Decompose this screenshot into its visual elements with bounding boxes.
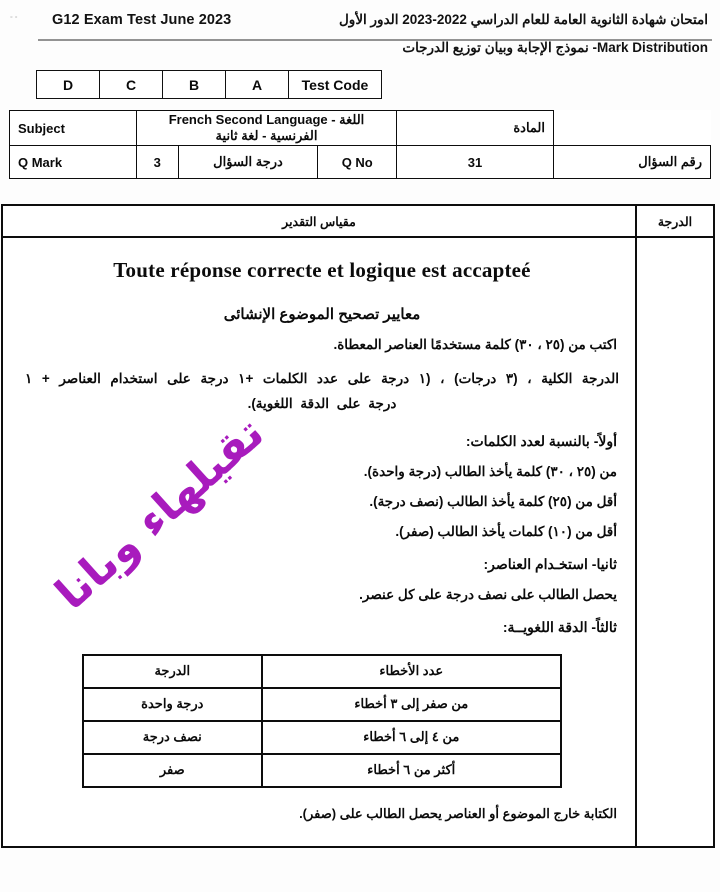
test-code-option-d: D (37, 71, 100, 99)
qmark-value: 3 (137, 146, 179, 179)
test-code-option-c: C (100, 71, 163, 99)
test-code-label: Test Code (289, 71, 382, 99)
subject-info-table (9, 110, 711, 179)
subject-label-ar: المادة (397, 111, 554, 146)
qno-label-ar: رقم السؤال (554, 146, 711, 179)
table-row (10, 146, 711, 179)
errors-range-3: أكثر من ٦ أخطاء (262, 754, 561, 787)
subject-value: French Second Language - اللغة الفرنسية - لغة ثانية (137, 111, 397, 146)
subject-label-en: Subject (10, 111, 137, 146)
table-row (83, 721, 561, 754)
errors-count-header: عدد الأخطاء (262, 655, 561, 688)
section-one-heading: أولاً- بالنسبة لعدد الكلمات: (465, 432, 617, 449)
criteria-content (11, 240, 633, 844)
test-code-option-b: B (163, 71, 226, 99)
scale-column-header: مقياس التقدير (282, 214, 356, 229)
total-mark-breakdown: الدرجة الكلية ، (٣ درجات) ، (١ درجة على عدد الكلمات +١ درجة على استخدام العناصر + ١ درجة على الدقة اللغوية). (25, 371, 619, 411)
qno-label-en: Q No (318, 146, 397, 179)
watermark-text: تقيلهاء وبانا (45, 407, 274, 620)
mark-distribution-subtitle: Mark Distribution- نموذج الإجابة وبيان توزيع الدرجات (402, 40, 708, 55)
table-row (83, 688, 561, 721)
table-row (37, 71, 382, 99)
section-two-heading: ثانيا- استخـدام العناصر: (483, 555, 617, 572)
test-code-table (36, 70, 382, 99)
qno-value: 31 (397, 146, 554, 179)
qmark-label-en: Q Mark (10, 146, 137, 179)
test-code-option-a: A (226, 71, 289, 99)
french-acceptance-title: Toute réponse correcte et logique est accapteé (113, 258, 531, 282)
grade-value-2: نصف درجة (83, 721, 262, 754)
section-two-rule: يحصل الطالب على نصف درجة على كل عنصر. (359, 586, 617, 602)
errors-range-2: من ٤ إلى ٦ أخطاء (262, 721, 561, 754)
mark-column (635, 206, 713, 846)
language-accuracy-table (82, 654, 562, 788)
column-header-divider (3, 236, 713, 238)
writing-instruction: اكتب من (٢٥ ، ٣٠) كلمة مستخدمًا العناصر المعطاة. (333, 337, 617, 352)
document-header (0, 10, 720, 44)
grade-value-1: درجة واحدة (83, 688, 262, 721)
table-row (83, 754, 561, 787)
scan-artifact-mark: °° (10, 16, 20, 23)
off-topic-note: الكتابة خارج الموضوع أو العناصر يحصل الطالب على (صفر). (299, 805, 617, 821)
arabic-criteria-subtitle: معايير تصحيح الموضوع الإنشائى (223, 306, 421, 323)
exam-title-arabic: امتحان شهادة الثانوية العامة للعام الدراسي 2022-2023 الدور الأول (339, 12, 708, 27)
section-one-rule-3: أقل من (١٠) كلمات يأخذ الطالب (صفر). (395, 523, 617, 539)
answer-key-frame (1, 204, 715, 848)
section-one-rule-1: من (٢٥ ، ٣٠) كلمة يأخذ الطالب (درجة واحدة). (363, 463, 617, 479)
grade-value-3: صفر (83, 754, 262, 787)
table-header-row (83, 655, 561, 688)
section-three-heading: ثالثاً- الدقة اللغويــة: (502, 618, 617, 635)
table-row (10, 111, 711, 146)
qmark-label-ar: درجة السؤال (178, 146, 318, 179)
section-one-rule-2: أقل من (٢٥) كلمة يأخذ الطالب (نصف درجة). (369, 493, 617, 509)
errors-range-1: من صفر إلى ٣ أخطاء (262, 688, 561, 721)
exam-title-english: G12 Exam Test June 2023 (52, 12, 232, 28)
mark-column-header: الدرجة (657, 214, 693, 229)
grade-header: الدرجة (83, 655, 262, 688)
